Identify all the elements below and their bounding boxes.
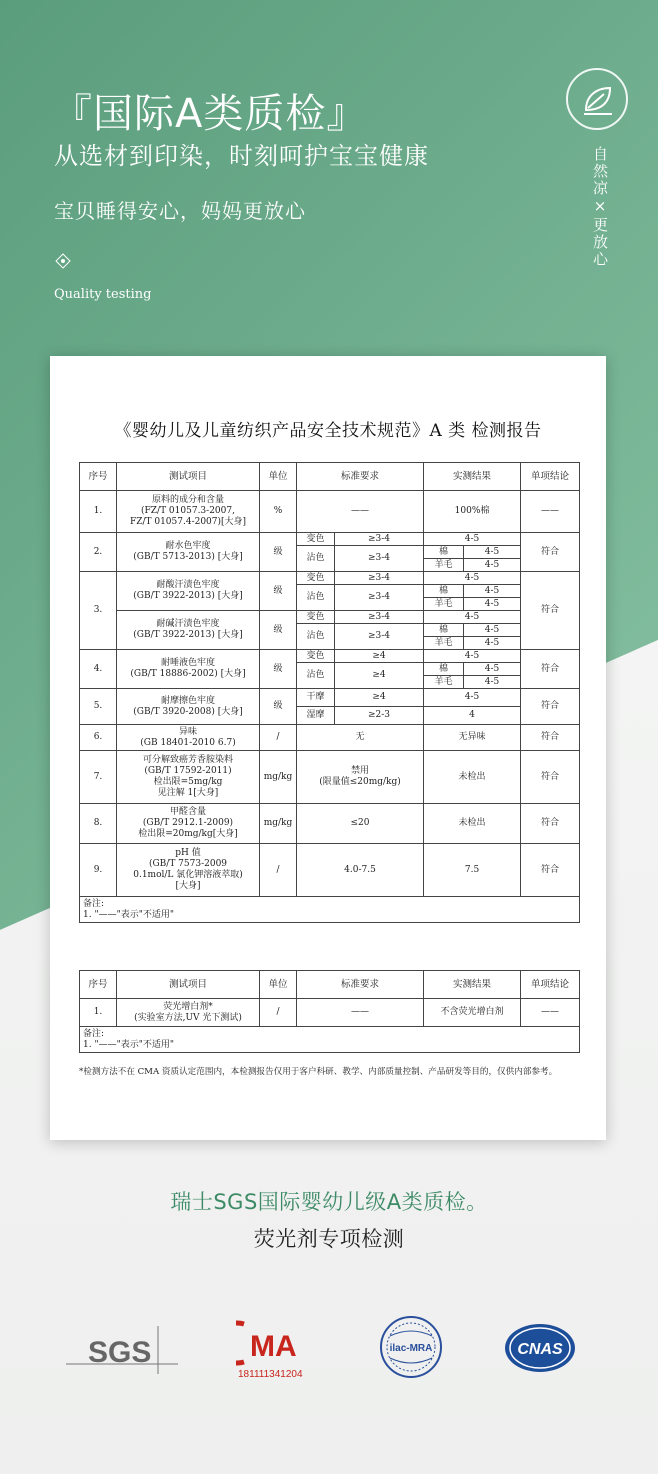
table-header-row: 序号 测试项目 单位 标准要求 实测结果 单项结论 (80, 971, 580, 999)
ilac-logo-text: ilac-MRA (389, 1343, 433, 1354)
header-item: 测试项目 (117, 463, 260, 491)
sgs-logo (66, 1318, 178, 1378)
caption-fluorescent: 荧光剂专项检测 (253, 1227, 405, 1251)
header-unit: 单位 (260, 463, 297, 491)
cnas-logo-text: CNAS (517, 1341, 563, 1358)
note-label: 备注: (83, 898, 105, 909)
cnas-logo (500, 1318, 580, 1378)
diamond-icon (55, 253, 71, 269)
cma-logo-text: MA (250, 1330, 297, 1363)
table-row: 3. 耐酸汗渍色牢度 (GB/T 3922-2013) [大身] 级 变色 ≥3-4 4-5 符合 (80, 572, 580, 585)
header-conclusion: 单项结论 (521, 463, 580, 491)
caption-sgs: 瑞士SGS国际婴幼儿级A类质检。 (170, 1190, 488, 1214)
sgs-logo-text: SGS (88, 1336, 152, 1369)
table-header-row (80, 463, 580, 491)
table-row: 1. 荧光增白剂* (实验室方法,UV 光下测试) / —— 不含荧光增白剂 —— (80, 999, 580, 1027)
table-note-row (80, 897, 580, 923)
note-line: 1. "——"表示"不适用" (83, 909, 175, 920)
table-row: 7. 可分解致癌芳香胺染料 (GB/T 17592-2011) 检出限=5mg/kg 见注解 1[大身] mg/kg 禁用 (限量值≤20mg/kg) 未检出 符合 (80, 751, 580, 804)
report-table-fluorescent (79, 970, 580, 1053)
table-row: 8. 甲醛含量 (GB/T 2912.1-2009) 检出限=20mg/kg[大身] mg/kg ≤20 未检出 符合 (80, 804, 580, 844)
cma-logo (236, 1318, 320, 1380)
report-footnote: *检测方法不在 CMA 资质认定范围内，本检测报告仅用于客户科研、教学、内部质量控制、产品研发等目的，仅供内部参考。 (79, 1067, 558, 1077)
leaf-icon (566, 68, 628, 130)
report-title: 《婴幼儿及儿童纺织产品安全技术规范》A 类 检测报告 (114, 421, 542, 441)
badge-vertical-text: 自然凉×更放心 (591, 146, 609, 268)
report-table-main: 序号 测试项目 单位 标准要求 实测结果 单项结论 1. 原料的成分和含量 (FZ/T 01057.3-2007, FZ/T 01057.4-2007)[大身] % —— 100%棉 —— 2. 耐水色牢度 (GB/T 5713-2013) [大身] 级 变色 ≥3-4 4-5 符合 沾色 ≥3-4 棉 4-5 羊毛 4-5 3. 耐酸汗渍色牢度 (GB/T 3922-2013) [大身] 级 变色 ≥3-4 4-5 符合 沾色 ≥3-4 棉 4-5 羊毛 4-5 耐碱汗渍色牢度 (GB/T 3922-2013) [大身] 级 变色 ≥3-4 4-5 沾色 ≥3-4 棉 4-5 羊毛 4-5 4. 耐唾液色牢度 (GB/T 18886-2002) [大身] 级 变色 ≥4 4-5 符合 沾色 ≥4 棉 4-5 羊毛 4-5 5. 耐摩擦色牢度 (GB/T 3920-2008) [大身] 级 干摩 ≥4 4-5 符合 湿摩 ≥2-3 4 6. 异味 (GB 18401-2010 6.7) / 无 无异味 符合 7. 可分解致癌芳香胺染料 (GB/T 17592-2011) 检出限=5mg/kg 见注解 1[大身] mg/kg 禁用 (限量值≤20mg/kg) 未检出 符合 8. 甲醛含量 (GB/T 2912.1-2009) 检出限=20mg/kg[大身] mg/kg ≤20 未检出 符合 9. pH 值 (GB/T 7573-2009 0.1mol/L 氯化钾溶液萃取) [大身] / 4.0-7.5 7.5 符合 备注: 1. "——"表示"不适用" (79, 462, 580, 923)
header-no: 序号 (80, 463, 117, 491)
hero-subtitle-2: 宝贝睡得安心，妈妈更放心 (54, 199, 306, 223)
hero-title: 『国际A类质检』 (52, 91, 368, 137)
header-requirement: 标准要求 (297, 463, 424, 491)
ilac-mra-logo (378, 1314, 444, 1380)
table-row: 2. 耐水色牢度 (GB/T 5713-2013) [大身] 级 变色 ≥3-4 4-5 符合 (80, 533, 580, 546)
table-row: 1. 原料的成分和含量 (FZ/T 01057.3-2007, FZ/T 01057.4-2007)[大身] % —— 100%棉 —— (80, 491, 580, 533)
table-note-row: 备注: 1. "——"表示"不适用" (80, 1027, 580, 1053)
table-row: 6. 异味 (GB 18401-2010 6.7) / 无 无异味 符合 (80, 725, 580, 751)
hero-english: Quality testing (54, 287, 152, 302)
table-row: 9. pH 值 (GB/T 7573-2009 0.1mol/L 氯化钾溶液萃取) [大身] / 4.0-7.5 7.5 符合 (80, 844, 580, 897)
header-result: 实测结果 (424, 463, 521, 491)
table-row: 5. 耐摩擦色牢度 (GB/T 3920-2008) [大身] 级 干摩 ≥4 4-5 符合 (80, 689, 580, 707)
table-row: 4. 耐唾液色牢度 (GB/T 18886-2002) [大身] 级 变色 ≥4 4-5 符合 (80, 650, 580, 663)
cma-number: 181111341204 (238, 1369, 303, 1380)
hero-subtitle: 从选材到印染，时刻呵护宝宝健康 (54, 142, 429, 170)
report-paper (50, 356, 606, 1140)
